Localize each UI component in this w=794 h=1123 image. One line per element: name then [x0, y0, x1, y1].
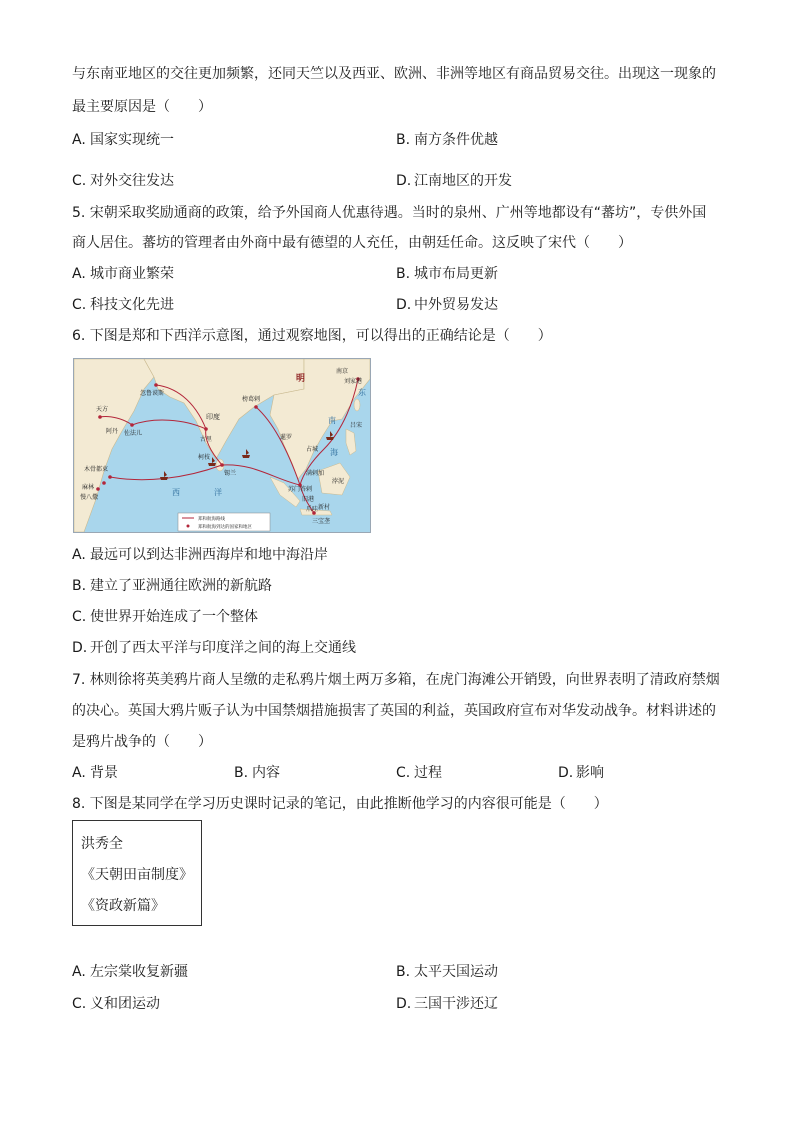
option-text: 最远可以到达非洲西海岸和地中海沿岸	[90, 547, 328, 563]
q5-stem-line1: 5. 宋朝采取奖励通商的政策，给予外国商人优惠待遇。当时的泉州、广州等地都设有“蕃坊”，专供外国	[72, 205, 707, 221]
option-letter: B.	[72, 578, 87, 594]
map-label-dong: 东	[358, 388, 366, 397]
option-letter: B.	[234, 765, 249, 781]
map-label-ming: 明	[296, 374, 306, 384]
option-letter: A.	[72, 964, 86, 980]
option-letter: D.	[396, 996, 412, 1012]
option-text: 城市布局更新	[414, 266, 498, 282]
map-label-aden: 阿丹	[106, 428, 119, 435]
city-marker	[220, 463, 224, 467]
map-label-malindi: 麻林	[82, 484, 95, 491]
q7-option-d[interactable]	[558, 763, 604, 783]
zheng-he-voyages-map	[73, 358, 371, 533]
map-label-zhancheng: 占城	[306, 446, 319, 453]
map-label-hai: 海	[330, 448, 338, 457]
q7-option-a[interactable]	[72, 763, 118, 783]
city-marker	[102, 481, 106, 485]
option-text: 中外贸易发达	[414, 297, 498, 313]
map-label-boni: 浡泥	[332, 478, 345, 485]
q8-option-c[interactable]	[72, 994, 160, 1014]
map-label-bengal: 榜葛剌	[242, 396, 261, 403]
option-letter: D.	[558, 765, 574, 781]
map-legend	[178, 513, 270, 531]
map-label-sanbaolong: 三宝垄	[312, 518, 331, 525]
map-label-mombasa: 慢八撒	[80, 494, 99, 501]
option-text: 对外交往发达	[90, 173, 174, 189]
q5-option-a[interactable]	[72, 264, 174, 284]
option-text: 南方条件优越	[414, 132, 498, 148]
q4-option-a[interactable]	[72, 130, 174, 150]
map-label-mogadishu: 木骨都束	[84, 466, 109, 473]
q4-stem-line2: 最主要原因是（ ）	[72, 99, 212, 115]
q7-stem-line1: 7. 林则徐将英美鸦片商人呈缴的走私鸦片烟土两万多箱，在虎门海滩公开销毁，向世界表明了清政府禁烟	[72, 672, 720, 688]
option-text: 城市商业繁荣	[90, 266, 174, 282]
option-text: 义和团运动	[90, 996, 160, 1012]
option-text: 内容	[252, 765, 280, 781]
map-label-java: 爪哇	[306, 506, 319, 513]
q5-option-c[interactable]	[72, 295, 174, 315]
map-label-luzon: 吕宋	[350, 422, 363, 429]
map-svg	[74, 359, 370, 532]
map-label-sumatra: 苏门答剌	[288, 486, 313, 493]
option-text: 使世界开始连成了一个整体	[90, 609, 258, 625]
note-line: 《资政新篇》	[81, 898, 165, 914]
option-text: 国家实现统一	[90, 132, 174, 148]
q5-option-d[interactable]	[396, 295, 498, 315]
q4-stem-line1: 与东南亚地区的交往更加频繁，还同天竺以及西亚、欧洲、非洲等地区有商品贸易交往。出现这一现象的	[72, 66, 716, 82]
q5-stem-line2: 商人居住。蕃坊的管理者由外商中最有德望的人充任，由朝廷任命。这反映了宋代（ ）	[72, 235, 632, 251]
map-label-nan: 南	[328, 416, 336, 425]
q8-option-d[interactable]	[396, 994, 498, 1014]
option-letter: B.	[396, 266, 411, 282]
q8-option-b[interactable]	[396, 962, 498, 982]
option-text: 背景	[90, 765, 118, 781]
city-marker	[108, 475, 112, 479]
option-letter: D.	[396, 297, 412, 313]
map-label-zufar: 佐法儿	[124, 430, 143, 437]
q6-option-a[interactable]	[72, 545, 328, 565]
option-text: 过程	[414, 765, 442, 781]
map-label-xincun: 新村	[318, 504, 331, 511]
option-letter: C.	[72, 609, 87, 625]
q7-stem-line3: 是鸦片战争的（ ）	[72, 734, 212, 750]
map-label-malacca: 满剌加	[306, 470, 325, 477]
q6-option-b[interactable]	[72, 576, 272, 596]
option-letter: A.	[72, 547, 86, 563]
option-text: 江南地区的开发	[414, 173, 512, 189]
map-label-tianfang: 天方	[96, 406, 109, 413]
q4-option-d[interactable]	[396, 171, 512, 191]
option-text: 科技文化先进	[90, 297, 174, 313]
map-label-guli: 古里	[200, 436, 213, 443]
option-letter: C.	[72, 173, 87, 189]
option-text: 三国干涉还辽	[414, 996, 498, 1012]
option-text: 太平天国运动	[414, 964, 498, 980]
option-letter: D.	[72, 640, 88, 656]
map-label-hormuz: 忽鲁谟斯	[140, 390, 165, 397]
option-letter: B.	[396, 964, 411, 980]
city-marker	[130, 423, 134, 427]
option-text: 开创了西太平洋与印度洋之间的海上交通线	[90, 640, 356, 656]
map-label-siam: 暹罗	[280, 434, 293, 441]
map-label-xi: 西	[172, 488, 180, 497]
city-marker	[154, 383, 158, 387]
q6-stem: 6. 下图是郑和下西洋示意图，通过观察地图，可以得出的正确结论是（ ）	[72, 328, 552, 344]
legend-place-label: 郑和航海到达的国家和地区	[198, 525, 252, 530]
q4-option-c[interactable]	[72, 171, 174, 191]
city-marker	[96, 487, 100, 491]
city-marker	[204, 427, 208, 431]
q5-option-b[interactable]	[396, 264, 498, 284]
option-text: 影响	[576, 765, 604, 781]
option-text: 建立了亚洲通往欧洲的新航路	[90, 578, 272, 594]
option-letter: A.	[72, 132, 86, 148]
option-letter: C.	[396, 765, 411, 781]
land-taiwan	[354, 399, 360, 411]
option-letter: D.	[396, 173, 412, 189]
option-letter: A.	[72, 765, 86, 781]
map-label-india: 印度	[206, 413, 220, 421]
map-label-liujiagang: 刘家港	[344, 378, 363, 385]
q6-option-d[interactable]	[72, 638, 356, 658]
option-letter: A.	[72, 266, 86, 282]
option-letter: B.	[396, 132, 411, 148]
map-label-jiugang: 旧港	[302, 496, 315, 503]
note-line: 洪秀全	[81, 836, 123, 852]
study-notes-box	[72, 820, 202, 926]
city-marker	[254, 405, 258, 409]
q7-option-b[interactable]	[234, 763, 280, 783]
q6-option-c[interactable]	[72, 607, 258, 627]
option-letter: C.	[72, 297, 87, 313]
map-label-xilan: 锡兰	[224, 470, 237, 477]
option-letter: C.	[72, 996, 87, 1012]
q4-option-b[interactable]	[396, 130, 498, 150]
map-label-nanjing: 南京	[336, 368, 349, 375]
legend-route-label: 郑和航海路线	[198, 517, 225, 522]
city-marker	[98, 415, 102, 419]
note-line: 《天朝田亩制度》	[81, 867, 193, 883]
q7-option-c[interactable]	[396, 763, 442, 783]
q8-option-a[interactable]	[72, 962, 188, 982]
q8-stem: 8. 下图是某同学在学习历史课时记录的笔记，由此推断他学习的内容很可能是（ ）	[72, 796, 608, 812]
map-label-kezhi: 柯枝	[198, 454, 211, 461]
option-text: 左宗棠收复新疆	[90, 964, 188, 980]
legend-place-swatch	[187, 525, 190, 528]
map-label-yang: 洋	[214, 488, 222, 497]
q7-stem-line2: 的决心。英国大鸦片贩子认为中国禁烟措施损害了英国的利益，英国政府宣布对华发动战争。材料讲述的	[72, 703, 716, 719]
